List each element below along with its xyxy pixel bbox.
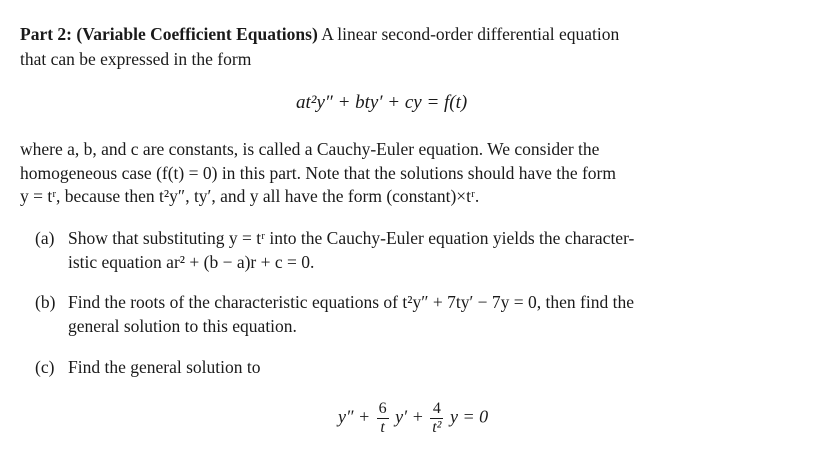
fraction-1-denominator: t [377, 418, 389, 437]
part-a-line-1: Show that substituting y = tʳ into the Cauchy-Euler equation yields the character- [68, 228, 635, 248]
equation-c-tail: y = 0 [449, 406, 489, 427]
part-c-line-1: Find the general solution to [68, 357, 261, 377]
fraction-2-denominator: t² [432, 419, 442, 436]
part-c-label: (c) [35, 357, 55, 377]
equation-c-mid: y′ + [395, 406, 424, 427]
part-b-label: (b) [35, 292, 56, 312]
intro-line-2: that can be expressed in the form [20, 49, 252, 69]
part-a-line-2: istic equation ar² + (b − a)r + c = 0. [68, 252, 315, 272]
fraction-4-over-t2 [430, 400, 443, 437]
equation-c [338, 400, 488, 437]
part-a-label: (a) [35, 228, 55, 248]
intro-text-1: A linear second-order differential equation [321, 24, 620, 44]
part-b-line-2: general solution to this equation. [68, 316, 297, 336]
part-heading: Part 2: (Variable Coefficient Equations) [20, 24, 318, 44]
main-equation: at²y″ + bty′ + cy = f(t) [296, 92, 468, 113]
fraction-6-over-t [377, 400, 389, 437]
description-line-1: where a, b, and c are constants, is called a Cauchy-Euler equation. We consider the [20, 139, 600, 159]
part-b-line-1: Find the roots of the characteristic equations of t²y″ + 7ty′ − 7y = 0, then find the [68, 292, 634, 312]
fraction-2-numerator: 4 [432, 400, 441, 417]
equation-c-lead: y″ + [338, 406, 371, 427]
intro-line-1 [20, 22, 619, 46]
description-line-2: homogeneous case (f(t) = 0) in this part. Note that the solutions should have the form [20, 163, 616, 183]
fraction-1-numerator: 6 [378, 400, 387, 417]
description-line-3: y = tʳ, because then t²y″, ty′, and y all have the form (constant)×tʳ. [20, 186, 480, 206]
